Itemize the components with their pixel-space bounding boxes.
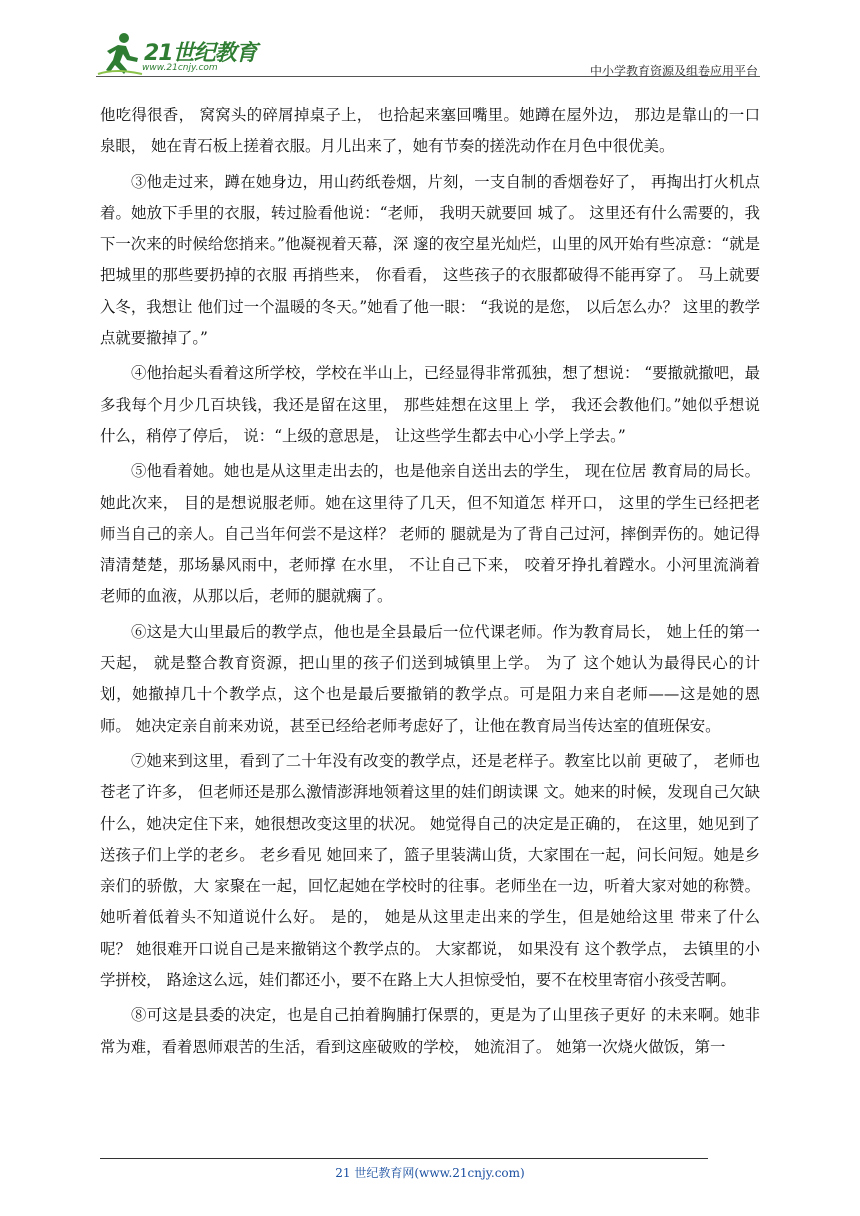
footer-divider	[100, 1158, 708, 1159]
paragraph-7: ⑦她来到这里，看到了二十年没有改变的教学点，还是老样子。教室比以前 更破了， 老师也苍老了许多， 但老师还是那么激情澎湃地领着这里的娃们朗读课 文。她来的时候，发现自己欠缺什么，她决定住下来，她很想改变这里的状况。 她觉得自己的决定是正确的， 在这里，她见到了送孩子们上学的老乡。 老乡看见 她回来了，篮子里装满山货，大家围在一起，问长问短。她是乡亲们的骄傲，大 家聚在一起，回忆起她在学校时的往事。老师坐在一边，听着大家对她的称赞。 她听着低着头不知道说什么好。 是的， 她是从这里走出来的学生，但是她给这里 带来了什么呢？ 她很难开口说自己是来撤销这个教学点的。 大家都说， 如果没有 这个教学点， 去镇里的小学拼校， 路途这么远，娃们都还小，要不在路上大人担惊受怕，要不在校里寄宿小孩受苦啊。	[100, 751, 760, 990]
document-body	[100, 100, 760, 1063]
runner-logo-icon	[96, 30, 144, 78]
paragraph-continuation: 他吃得很香， 窝窝头的碎屑掉桌子上， 也拾起来塞回嘴里。她蹲在屋外边， 那边是靠山的一口泉眼， 她在青石板上搓着衣服。月儿出来了，她有节奏的搓洗动作在月色中很优美。	[100, 106, 760, 156]
platform-tagline: 中小学教育资源及组卷应用平台	[589, 64, 758, 78]
page-header	[96, 30, 760, 80]
site-logo[interactable]	[96, 30, 266, 78]
page-footer[interactable]: 21 世纪教育网(www.21cnjy.com)	[335, 1166, 525, 1180]
paragraph-5: ⑤他看着她。她也是从这里走出去的，也是他亲自送出去的学生， 现在位居 教育局的局长。她此次来， 目的是想说服老师。她在这里待了几天，但不知道怎 样开口， 这里的学生已经把老师当自己的亲人。自己当年何尝不是这样？ 老师的 腿就是为了背自己过河，摔倒弄伤的。她记得清清楚楚，那场暴风雨中，老师撑 在水里， 不让自己下来， 咬着牙挣扎着蹚水。小河里流淌着老师的血液，从那以后，老师的腿就瘸了。	[100, 462, 760, 606]
paragraph-3: ③他走过来，蹲在她身边，用山药纸卷烟，片刻，一支自制的香烟卷好了， 再掏出打火机点着。她放下手里的衣服，转过脸看他说：“老师， 我明天就要回 城了。 这里还有什么需要的，我下一次来的时候给您捎来。”他凝视着天幕，深 邃的夜空星光灿烂，山里的风开始有些凉意：“就是把城里的那些要扔掉的衣服 再捎些来， 你看看， 这些孩子的衣服都破得不能再穿了。 马上就要入冬，我想让 他们过一个温暖的冬天。”她看了他一眼： “我说的是您， 以后怎么办？ 这里的教学点就要撤掉了。”	[100, 172, 760, 348]
logo-text: 21世纪教育	[144, 41, 257, 66]
paragraph-6: ⑥这是大山里最后的教学点，他也是全县最后一位代课老师。作为教育局长， 她上任的第一天起， 就是整合教育资源，把山里的孩子们送到城镇里上学。 为了 这个她认为最得民心的计划，她撤掉几十个教学点，这个也是最后要撤销的教学点。可是阻力来自老师——这是她的恩师。 她决定亲自前来劝说，甚至已经给老师考虑好了，让他在教育局当传达室的值班保安。	[100, 622, 760, 735]
paragraph-4: ④他抬起头看着这所学校，学校在半山上，已经显得非常孤独，想了想说： “要撤就撤吧，最多我每个月少几百块钱，我还是留在这里， 那些娃想在这里上 学， 我还会教他们。”她似乎想说什么，稍停了停后， 说：“上级的意思是， 让这些学生都去中心小学上学去。”	[100, 364, 760, 445]
logo-url-text: www.21cnjy.com	[142, 63, 218, 73]
header-divider	[96, 76, 760, 77]
paragraph-8: ⑧可这是县委的决定，也是自己拍着胸脯打保票的，更是为了山里孩子更好 的未来啊。她非常为难，看着恩师艰苦的生活，看到这座破败的学校， 她流泪了。 她第一次烧火做饭，第一	[100, 1006, 760, 1056]
